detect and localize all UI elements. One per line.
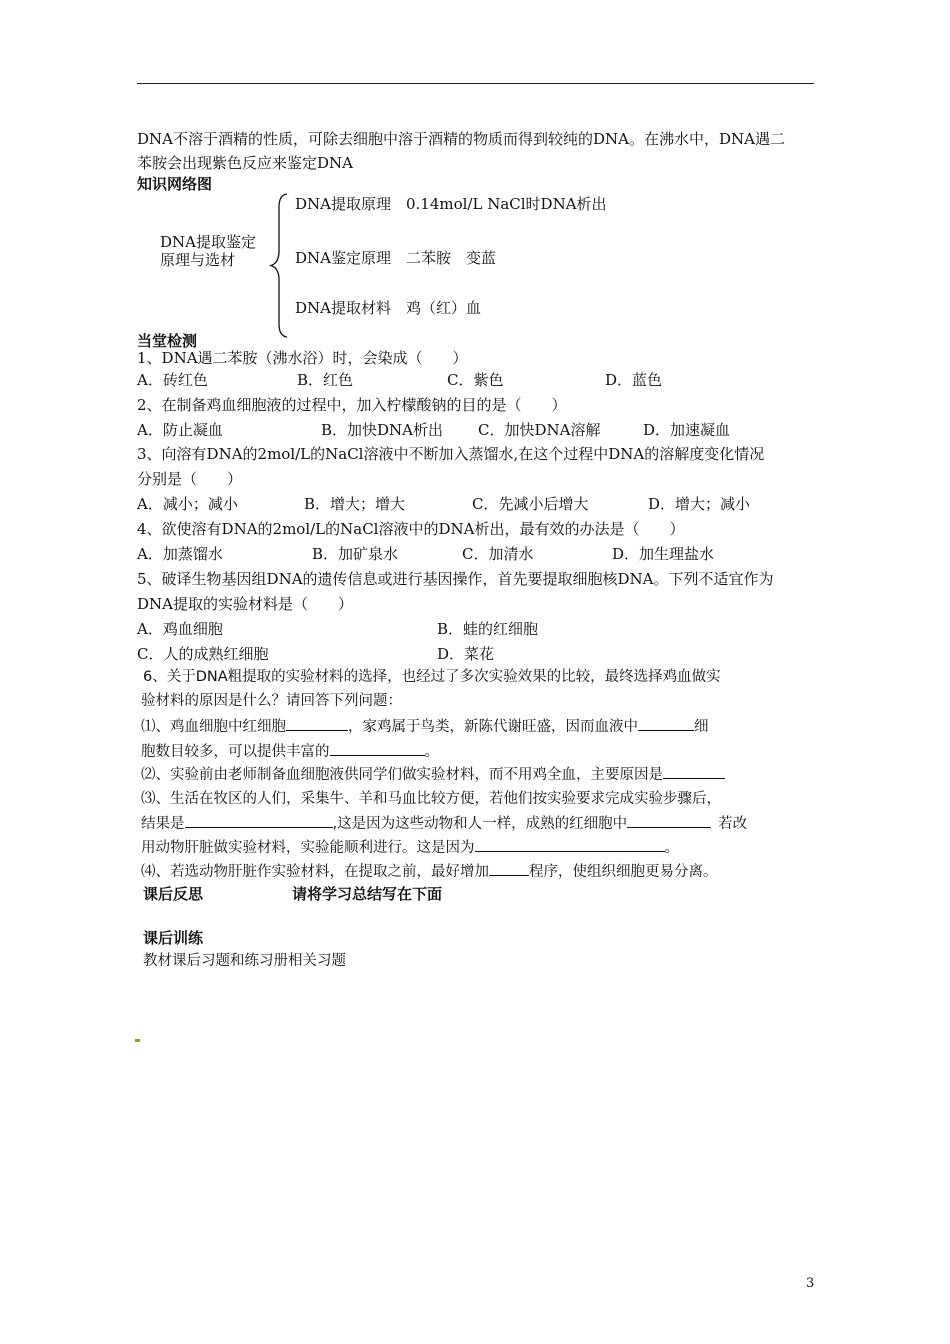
decorative-mark: [135, 1039, 140, 1042]
answer-blank[interactable]: [185, 813, 333, 828]
q4-option-c: C．加清水: [462, 545, 534, 563]
question-5-stem-1: 5、破译生物基因组DNA的遗传信息或进行基因操作，首先要提取细胞核DNA。下列不适宜作为: [137, 570, 774, 588]
q4-option-d: D．加生理盐水: [612, 545, 715, 563]
q1-option-a: A．砖红色: [137, 371, 208, 389]
q3-option-c: C．先减小后增大: [472, 495, 589, 513]
q2-option-a: A．防止凝血: [137, 421, 223, 439]
question-5-options-row-2: [137, 644, 494, 664]
training-heading: 课后训练: [143, 929, 204, 947]
q4-option-a: A．加蒸馏水: [137, 545, 223, 563]
question-6-line-1: 6、关于DNA粗提取的实验材料的选择，也经过了多次实验效果的比较，最终选择鸡血做实: [143, 669, 721, 685]
answer-blank[interactable]: [489, 861, 529, 876]
network-branch-identify: DNA鉴定原理 二苯胺 变蓝: [295, 249, 496, 267]
intro-line-2: 苯胺会出现紫色反应来鉴定DNA: [137, 154, 353, 172]
question-3-options: [137, 494, 750, 514]
brace-icon: [265, 193, 291, 338]
question-1-stem: 1、DNA遇二苯胺（沸水浴）时，会染成（ ）: [137, 349, 468, 367]
q5-option-c: C．人的成熟红细胞: [137, 645, 269, 663]
question-6-part-3-line-1: ⑶、生活在牧区的人们，采集牛、羊和马血比较方便，若他们按实验要求完成实验步骤后，: [141, 791, 721, 807]
q5-option-a: A．鸡血细胞: [137, 620, 223, 638]
intro-line-1: DNA不溶于酒精的性质，可除去细胞中溶于酒精的物质而得到较纯的DNA。在沸水中，DNA遇二: [137, 130, 785, 148]
q5-option-d: D．菜花: [437, 645, 495, 663]
answer-blank[interactable]: [663, 764, 725, 779]
question-6-part-2: ⑵、实验前由老师制备血细胞液供同学们做实验材料，而不用鸡全血，主要原因是: [141, 764, 725, 785]
question-5-stem-2: DNA提取的实验材料是（ ）: [137, 595, 353, 613]
question-2-stem: 2、在制备鸡血细胞液的过程中，加入柠檬酸钠的目的是（ ）: [137, 396, 567, 414]
answer-blank[interactable]: [627, 813, 711, 828]
answer-blank[interactable]: [286, 716, 348, 731]
network-branch-material: DNA提取材料 鸡（红）血: [295, 299, 481, 317]
network-center-line-2: 原理与选材: [160, 251, 236, 269]
question-1-options: [137, 370, 662, 390]
question-4-stem: 4、欲使溶有DNA的2mol/L的NaCl溶液中的DNA析出，最有效的办法是（ ）: [137, 520, 685, 538]
q3-option-a: A．减小；减小: [137, 495, 238, 513]
question-6-part-3-line-2: 结果是 ,这是因为这些动物和人一样，成熟的红细胞中 若改: [141, 813, 747, 834]
question-6-part-1-line-1: ⑴、鸡血细胞中红细胞 ，家鸡属于鸟类，新陈代谢旺盛，因而血液中 细: [141, 716, 709, 737]
question-6-part-1-line-2: 胞数目较多，可以提供丰富的 。: [141, 741, 439, 762]
reflection-heading: 课后反思: [143, 885, 204, 903]
q4-option-b: B．加矿泉水: [312, 545, 399, 563]
question-6-part-3-line-3: 用动物肝脏做实验材料，实验能顺利进行。这是因为 。: [141, 837, 679, 858]
q5-option-b: B．蛙的红细胞: [437, 620, 539, 638]
question-5-options-row-1: [137, 619, 538, 639]
network-branch-extract: DNA提取原理 0.14mol/L NaCl时DNA析出: [295, 195, 607, 213]
network-center-line-1: DNA提取鉴定: [160, 233, 256, 251]
q1-option-b: B．红色: [297, 371, 354, 389]
question-3-stem-2: 分别是（ ）: [137, 470, 243, 488]
question-3-stem-1: 3、向溶有DNA的2mol/L的NaCl溶液中不断加入蒸馏水,在这个过程中DNA的溶解度变化情况: [137, 445, 765, 463]
network-heading: 知识网络图: [137, 175, 213, 193]
q1-option-c: C．紫色: [447, 371, 504, 389]
check-heading: 当堂检测: [137, 332, 198, 350]
q3-option-d: D．增大；减小: [648, 495, 751, 513]
training-text: 教材课后习题和练习册相关习题: [143, 953, 346, 969]
question-4-options: [137, 544, 714, 564]
header-rule: [137, 83, 814, 84]
answer-blank[interactable]: [638, 716, 694, 731]
answer-blank[interactable]: [330, 741, 425, 756]
q2-option-b: B．加快DNA析出: [321, 421, 444, 439]
q3-option-b: B．增大；增大: [304, 495, 406, 513]
reflection-note: 请将学习总结写在下面: [292, 885, 443, 903]
q2-option-c: C．加快DNA溶解: [478, 421, 601, 439]
q2-option-d: D．加速凝血: [643, 421, 731, 439]
question-6-part-4: ⑷、若选动物肝脏作实验材料，在提取之前，最好增加 程序，使组织细胞更易分离。: [141, 861, 718, 882]
question-2-options: [137, 420, 730, 440]
page-number: 3: [806, 1276, 815, 1291]
q1-option-d: D．蓝色: [605, 371, 663, 389]
answer-blank[interactable]: [475, 837, 665, 852]
question-6-line-2: 验材料的原因是什么？请回答下列问题：: [141, 693, 402, 709]
